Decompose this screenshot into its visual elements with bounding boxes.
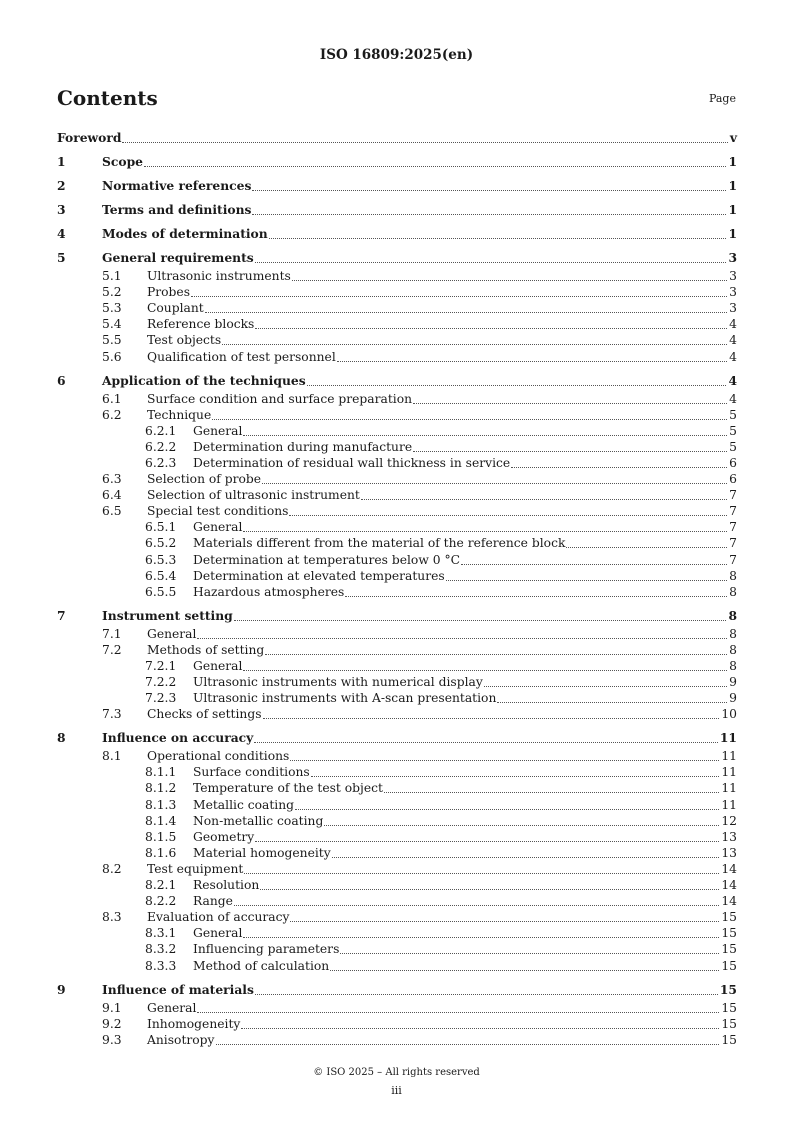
toc-entry-title: General [193, 520, 243, 535]
toc-entry-title: Determination at temperatures below 0 °C [193, 552, 461, 567]
toc-entry-number: 7 [57, 607, 66, 623]
toc-entry-number: 4 [57, 226, 66, 241]
toc-entry-number: 8.3.3 [145, 958, 177, 973]
toc-entry[interactable] [57, 584, 737, 600]
toc-entry-title: Modes of determination [102, 226, 268, 241]
toc-entry-number: 8.1.4 [145, 813, 177, 828]
toc-entry-number: 7.2.1 [145, 658, 177, 673]
dot-leader [234, 905, 719, 906]
toc-entry[interactable] [57, 178, 737, 194]
toc-entry[interactable] [57, 154, 737, 170]
toc-entry[interactable] [57, 893, 737, 909]
toc-entry[interactable] [57, 226, 737, 242]
toc-entry[interactable] [57, 455, 737, 471]
toc-entry-title: Selection of probe [147, 472, 262, 486]
toc-entry-page: 1 [728, 226, 737, 241]
toc-entry-number: 8.3.1 [145, 926, 177, 941]
toc-entry[interactable] [57, 568, 737, 584]
toc-entry[interactable] [57, 373, 737, 389]
toc-entry[interactable] [57, 552, 737, 568]
toc-entry-title: Materials different from the material of the reference block [193, 536, 566, 551]
toc-entry[interactable] [57, 909, 737, 925]
toc-entry[interactable] [57, 829, 737, 845]
dot-leader [345, 596, 727, 597]
toc-entry-title: Determination during manufacture [193, 439, 413, 454]
toc-entry-page: 5 [729, 439, 737, 454]
toc-entry-number: 8.3 [102, 910, 122, 925]
toc-entry-title: Surface conditions [193, 765, 310, 780]
toc-entry-number: 9.3 [102, 1032, 122, 1047]
dot-leader [265, 654, 727, 655]
toc-entry[interactable] [57, 730, 737, 746]
toc-entry-number: 8.1.6 [145, 845, 177, 860]
toc-entry-page: 4 [729, 349, 737, 364]
toc-entry-title: Operational conditions [147, 749, 290, 764]
page-column-label: Page [708, 92, 736, 105]
dot-leader [292, 280, 727, 281]
toc-entry-number: 9.2 [102, 1016, 122, 1031]
toc-entry-title: Ultrasonic instruments with A-scan presentation [193, 691, 497, 706]
dot-leader [484, 686, 727, 687]
toc-entry[interactable] [57, 748, 737, 764]
toc-entry-page: 9 [729, 675, 737, 689]
toc-entry-number: 5.2 [102, 285, 122, 300]
toc-entry[interactable] [57, 1032, 737, 1048]
toc-entry-title: Determination of residual wall thickness in service [193, 455, 511, 470]
toc-entry-title: Terms and definitions [102, 202, 252, 217]
dot-leader [290, 760, 719, 761]
toc-entry-title: Probes [147, 285, 191, 300]
toc-entry-number: 5.3 [102, 301, 122, 316]
toc-entry-title: Evaluation of accuracy [147, 910, 290, 925]
toc-entry-title: Application of the techniques [102, 372, 306, 388]
toc-entry-page: 10 [721, 707, 737, 722]
toc-entry[interactable] [57, 780, 737, 796]
toc-entry-title: Selection of ultrasonic instrument [147, 488, 360, 503]
toc-entry-number: 1 [57, 154, 66, 169]
toc-entry-page: 6 [729, 455, 737, 470]
dot-leader [566, 547, 727, 548]
toc-entry-page: 8 [729, 568, 737, 583]
toc-entry-page: 7 [729, 520, 737, 535]
toc-entry[interactable] [57, 407, 737, 423]
toc-entry-title: General [193, 423, 243, 438]
toc-entry[interactable] [57, 268, 737, 284]
toc-entry[interactable] [57, 316, 737, 332]
toc-entry-number: 5.4 [102, 317, 122, 332]
toc-entry-number: 6.5.4 [145, 568, 177, 583]
dot-leader [361, 499, 727, 500]
toc-entry[interactable] [57, 941, 737, 957]
toc-entry-page: 15 [721, 1000, 737, 1015]
dot-leader [330, 970, 719, 971]
dot-leader [122, 142, 727, 143]
dot-leader [511, 467, 727, 468]
toc-entry-page: 8 [729, 642, 737, 657]
toc-entry-page: 11 [721, 781, 737, 796]
toc-entry-title: General [193, 926, 243, 941]
document-id: ISO 16809:2025(en) [319, 47, 474, 63]
dot-leader [497, 702, 727, 703]
toc-entry-page: 4 [728, 372, 737, 388]
toc-entry-page: 15 [721, 1016, 737, 1031]
toc-entry-page: 7 [729, 552, 737, 567]
toc-entry-page: 15 [721, 958, 737, 973]
toc-entry-title: Technique [147, 407, 212, 422]
toc-entry-title: Ultrasonic instruments with numerical display [193, 675, 483, 689]
toc-entry-page: 1 [728, 178, 737, 193]
dot-leader [243, 670, 727, 671]
toc-entry[interactable] [57, 674, 737, 690]
toc-entry[interactable] [57, 300, 737, 316]
toc-entry-title: Influencing parameters [193, 942, 340, 957]
toc-entry[interactable] [57, 349, 737, 365]
toc-entry-title: General requirements [102, 250, 254, 265]
toc-entry-number: 6.2.3 [145, 455, 177, 470]
toc-entry[interactable] [57, 1000, 737, 1016]
toc-entry-page: 13 [721, 829, 737, 844]
toc-entry[interactable] [57, 706, 737, 722]
toc-entry[interactable] [57, 423, 737, 439]
toc-entry-number: 7.1 [102, 626, 122, 641]
toc-entry-title: Surface condition and surface preparation [147, 391, 413, 406]
toc-entry-number: 8.1.1 [145, 765, 177, 780]
toc-entry-title: Non-metallic coating [193, 813, 324, 828]
toc-entry-number: 8.2.2 [145, 894, 177, 909]
toc-entry-page: 11 [721, 765, 737, 780]
toc-entry-title: Ultrasonic instruments [147, 269, 291, 283]
dot-leader [212, 419, 727, 420]
toc-entry[interactable] [57, 797, 737, 813]
toc-entry-number: 6.4 [102, 488, 122, 503]
toc-entry-page: 5 [729, 407, 737, 422]
dot-leader [295, 809, 719, 810]
toc-entry-title: Metallic coating [193, 797, 295, 812]
toc-entry-page: 11 [719, 730, 737, 746]
toc-entry[interactable] [57, 861, 737, 877]
toc-entry-number: 6.1 [102, 391, 122, 406]
dot-leader [243, 531, 727, 532]
dot-leader [243, 435, 727, 436]
dot-leader [263, 718, 720, 719]
toc-entry-title: Hazardous atmospheres [193, 584, 345, 599]
toc-entry-page: 3 [729, 285, 737, 300]
toc-entry-page: 11 [721, 797, 737, 812]
toc-entry-title: General [193, 658, 243, 673]
toc-entry-number: 7.2.3 [145, 691, 177, 706]
toc-entry-page: 8 [729, 584, 737, 599]
toc-entry-number: 6.5.3 [145, 552, 177, 567]
toc-entry-number: 2 [57, 178, 66, 193]
dot-leader [216, 1044, 720, 1045]
toc-entry-page: v [729, 130, 737, 145]
dot-leader [461, 564, 727, 565]
dot-leader [307, 385, 727, 386]
toc-entry-title: Scope [102, 154, 143, 169]
toc-entry-number: 8 [57, 730, 66, 746]
dot-leader [262, 483, 727, 484]
toc-entry-number: 9 [57, 981, 66, 997]
dot-leader [252, 214, 726, 215]
toc-entry[interactable] [57, 284, 737, 300]
dot-leader [311, 776, 720, 777]
toc-entry-title: Reference blocks [147, 317, 255, 332]
toc-entry-title: Temperature of the test object [193, 781, 383, 796]
toc-entry[interactable] [57, 813, 737, 829]
toc-entry-page: 11 [721, 749, 737, 764]
toc-entry-page: 6 [729, 472, 737, 486]
toc-entry-page: 14 [721, 861, 737, 876]
toc-entry-title: Test objects [147, 333, 222, 348]
toc-entry[interactable] [57, 642, 737, 658]
toc-entry-page: 8 [728, 607, 737, 623]
toc-entry-number: 6.5.2 [145, 536, 177, 551]
dot-leader [252, 190, 726, 191]
toc-entry[interactable] [57, 845, 737, 861]
toc-entry-number: 6.5 [102, 504, 122, 519]
toc-entry-title: Material homogeneity [193, 845, 331, 860]
toc-entry[interactable] [57, 130, 737, 146]
dot-leader [324, 825, 719, 826]
toc-entry-number: 8.1 [102, 749, 122, 764]
copyright-notice: © ISO 2025 – All rights reserved [313, 1067, 480, 1078]
toc-entry-number: 6.5.5 [145, 584, 177, 599]
dot-leader [243, 937, 719, 938]
toc-entry[interactable] [57, 764, 737, 780]
toc-entry-title: Test equipment [147, 861, 244, 876]
toc-entry-title: Foreword [57, 130, 122, 145]
toc-entry[interactable] [57, 925, 737, 941]
toc-entry-title: Geometry [193, 829, 255, 844]
toc-entry-page: 4 [729, 317, 737, 332]
toc-entry-title: Normative references [102, 178, 252, 193]
toc-entry[interactable] [57, 471, 737, 487]
toc-entry-title: Method of calculation [193, 958, 330, 973]
toc-entry-title: Instrument setting [102, 607, 233, 623]
toc-entry-number: 7.2 [102, 642, 122, 657]
toc-entry-page: 8 [729, 658, 737, 673]
dot-leader [384, 792, 719, 793]
dot-leader [144, 166, 726, 167]
toc-entry-title: Couplant [147, 301, 204, 316]
toc-entry-page: 7 [729, 488, 737, 503]
dot-leader [241, 1028, 719, 1029]
toc-entry-number: 5.6 [102, 349, 122, 364]
toc-entry[interactable] [57, 487, 737, 503]
toc-entry[interactable] [57, 1016, 737, 1032]
dot-leader [337, 361, 727, 362]
toc-entry-title: Influence of materials [102, 981, 254, 997]
toc-entry-number: 9.1 [102, 1000, 122, 1015]
dot-leader [269, 238, 727, 239]
toc-entry[interactable] [57, 391, 737, 407]
toc-entry-number: 3 [57, 202, 66, 217]
toc-entry-title: Checks of settings [147, 707, 262, 722]
toc-entry-page: 8 [729, 626, 737, 641]
toc-entry-number: 7.2.2 [145, 675, 177, 689]
toc-entry-page: 1 [728, 202, 737, 217]
toc-entry[interactable] [57, 439, 737, 455]
toc-entry-number: 8.2.1 [145, 878, 177, 892]
dot-leader [255, 262, 727, 263]
toc-entry[interactable] [57, 519, 737, 535]
dot-leader [289, 515, 727, 516]
toc-entry-page: 3 [729, 301, 737, 316]
toc-entry-number: 6.2.2 [145, 439, 177, 454]
dot-leader [340, 953, 719, 954]
toc-entry-page: 14 [721, 894, 737, 909]
toc-entry-number: 6.2 [102, 407, 122, 422]
dot-leader [255, 328, 727, 329]
toc-entry-title: Special test conditions [147, 504, 289, 519]
dot-leader [205, 312, 727, 313]
dot-leader [254, 742, 718, 743]
dot-leader [234, 620, 727, 621]
toc-entry-number: 6.5.1 [145, 520, 177, 535]
toc-entry-title: Resolution [193, 878, 260, 892]
dot-leader [191, 296, 727, 297]
toc-entry-number: 6 [57, 372, 66, 388]
toc-entry-page: 4 [729, 391, 737, 406]
toc-entry-page: 3 [729, 269, 737, 283]
toc-entry-title: Determination at elevated temperatures [193, 568, 445, 583]
toc-entry-number: 6.2.1 [145, 423, 177, 438]
toc-entry-page: 15 [721, 942, 737, 957]
toc-entry-title: Anisotropy [147, 1032, 215, 1047]
dot-leader [222, 344, 727, 345]
toc-entry[interactable] [57, 877, 737, 893]
toc-entry[interactable] [57, 958, 737, 974]
toc-entry-title: General [147, 1000, 197, 1015]
toc-entry-page: 7 [729, 536, 737, 551]
toc-entry-page: 4 [729, 333, 737, 348]
toc-entry[interactable] [57, 332, 737, 348]
toc-entry-title: Methods of setting [147, 642, 265, 657]
dot-leader [290, 921, 719, 922]
toc-entry-title: Qualification of test personnel [147, 349, 336, 364]
toc-entry-number: 5.1 [102, 269, 122, 283]
page-number: iii [391, 1084, 402, 1097]
toc-entry[interactable] [57, 626, 737, 642]
contents-heading: Contents [57, 86, 158, 110]
toc-entry[interactable] [57, 503, 737, 519]
dot-leader [332, 857, 720, 858]
toc-entry[interactable] [57, 658, 737, 674]
toc-entry-page: 12 [721, 813, 737, 828]
toc-entry[interactable] [57, 982, 737, 998]
dot-leader [244, 873, 719, 874]
dot-leader [197, 1012, 719, 1013]
toc-entry-page: 3 [728, 250, 737, 265]
dot-leader [260, 889, 719, 890]
toc-entry-page: 15 [721, 910, 737, 925]
dot-leader [197, 638, 727, 639]
dot-leader [255, 994, 718, 995]
toc-entry-number: 8.1.5 [145, 829, 177, 844]
toc-entry[interactable] [57, 535, 737, 551]
toc-entry-page: 15 [721, 926, 737, 941]
toc-entry-number: 5 [57, 250, 66, 265]
toc-entry-page: 13 [721, 845, 737, 860]
toc-entry-title: Inhomogeneity [147, 1016, 241, 1031]
toc-entry-page: 5 [729, 423, 737, 438]
toc-entry-page: 15 [721, 1032, 737, 1047]
toc-entry[interactable] [57, 250, 737, 266]
toc-entry-number: 7.3 [102, 707, 122, 722]
toc-entry[interactable] [57, 690, 737, 706]
toc-entry-number: 5.5 [102, 333, 122, 348]
toc-entry-number: 6.3 [102, 472, 122, 486]
toc-entry[interactable] [57, 202, 737, 218]
toc-entry-title: Range [193, 894, 233, 909]
dot-leader [413, 451, 727, 452]
dot-leader [446, 580, 727, 581]
toc-entry-number: 8.3.2 [145, 942, 177, 957]
toc-entry[interactable] [57, 608, 737, 624]
toc-entry-title: Influence on accuracy [102, 730, 254, 746]
toc-entry-page: 7 [729, 504, 737, 519]
toc-entry-number: 8.2 [102, 861, 122, 876]
toc-entry-page: 1 [728, 154, 737, 169]
toc-entry-number: 8.1.3 [145, 797, 177, 812]
toc-entry-page: 15 [719, 981, 737, 997]
toc-entry-page: 9 [729, 691, 737, 706]
toc-entry-number: 8.1.2 [145, 781, 177, 796]
dot-leader [413, 403, 727, 404]
toc-entry-page: 14 [721, 878, 737, 892]
dot-leader [255, 841, 719, 842]
toc-entry-title: General [147, 626, 197, 641]
